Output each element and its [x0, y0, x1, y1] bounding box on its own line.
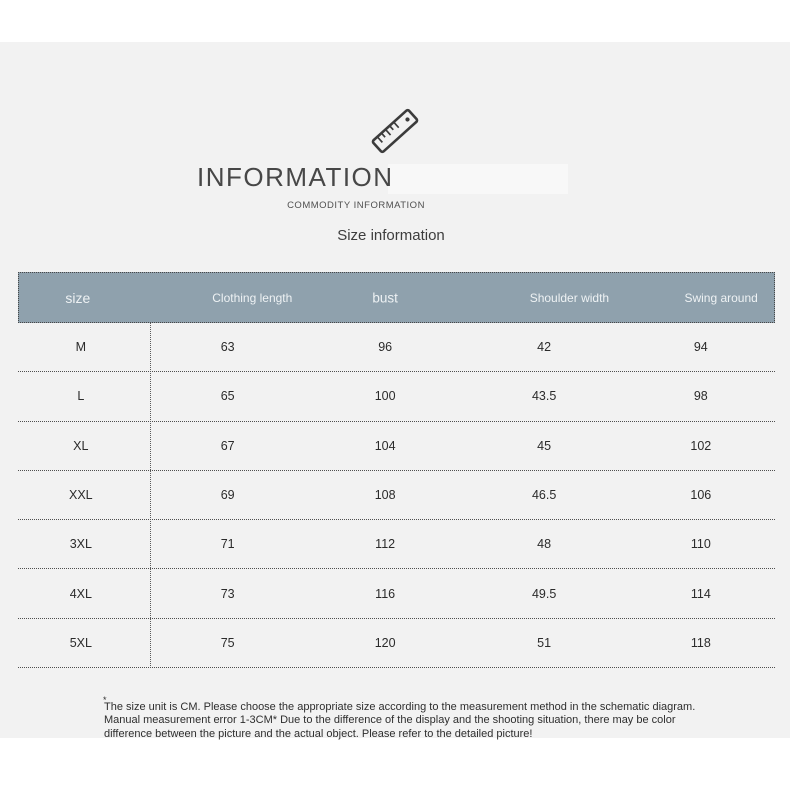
- size-cell: 5XL: [69, 635, 92, 650]
- value-cell: 120: [374, 635, 396, 650]
- value-cell: 48: [537, 537, 552, 552]
- column-header-shoulder-width: Shoulder width: [529, 290, 610, 305]
- value-cell: 96: [378, 340, 393, 355]
- value-cell: 112: [375, 537, 396, 552]
- value-cell: 45: [537, 438, 552, 453]
- value-cell: 104: [374, 438, 396, 453]
- size-cell: M: [75, 340, 87, 355]
- value-cell: 100: [374, 389, 396, 404]
- size-cell: 4XL: [69, 586, 92, 601]
- size-cell: XXL: [69, 488, 93, 503]
- value-cell: 65: [220, 389, 235, 404]
- table-row: [18, 323, 775, 372]
- value-cell: 94: [693, 340, 708, 355]
- value-cell: 42: [537, 340, 552, 355]
- footnote-mark: *: [103, 695, 107, 705]
- value-cell: 116: [375, 586, 396, 601]
- disclaimer-line: Manual measurement error 1-3CM* Due to the difference of the display and the shooting situation, there may be color: [104, 714, 676, 727]
- column-header-size: size: [65, 289, 91, 306]
- page-title: INFORMATION: [197, 162, 394, 192]
- value-cell: 108: [374, 488, 396, 503]
- watermark-highlight: [388, 164, 568, 194]
- value-cell: 118: [690, 635, 711, 650]
- size-cell: XL: [73, 438, 89, 453]
- table-row: [18, 422, 775, 471]
- size-table: [18, 272, 775, 668]
- table-row: [18, 520, 775, 569]
- value-cell: 71: [220, 537, 235, 552]
- size-cell: L: [77, 389, 85, 404]
- value-cell: 114: [690, 586, 711, 601]
- value-cell: 110: [690, 537, 711, 552]
- table-row: [18, 569, 775, 618]
- page-subtitle: COMMODITY INFORMATION: [287, 200, 425, 211]
- value-cell: 51: [537, 635, 552, 650]
- disclaimer-line: The size unit is CM. Please choose the appropriate size according to the measurement method in the schematic diagram.: [104, 701, 696, 713]
- table-body: [18, 323, 775, 668]
- disclaimer-line: difference between the picture and the actual object. Please refer to the detailed picture!: [104, 727, 533, 740]
- value-cell: 106: [690, 488, 712, 503]
- disclaimer-text: [104, 701, 695, 741]
- column-header-clothing-length: Clothing length: [212, 290, 293, 305]
- value-cell: 73: [220, 586, 235, 601]
- section-title: Size information: [337, 227, 445, 244]
- table-header: [18, 272, 775, 323]
- value-cell: 63: [220, 340, 235, 355]
- ruler-icon: [366, 102, 424, 160]
- table-row: [18, 372, 775, 421]
- value-cell: 43.5: [531, 389, 557, 404]
- table-row: [18, 471, 775, 520]
- content-panel: [0, 42, 790, 738]
- value-cell: 98: [693, 389, 708, 404]
- size-cell: 3XL: [69, 537, 92, 552]
- table-row: [18, 619, 775, 668]
- column-header-bust: bust: [372, 290, 398, 305]
- value-cell: 102: [690, 438, 712, 453]
- value-cell: 49.5: [531, 586, 557, 601]
- value-cell: 46.5: [531, 488, 557, 503]
- column-header-swing-around: Swing around: [684, 290, 758, 305]
- value-cell: 67: [220, 438, 235, 453]
- value-cell: 75: [220, 635, 235, 650]
- value-cell: 69: [220, 488, 235, 503]
